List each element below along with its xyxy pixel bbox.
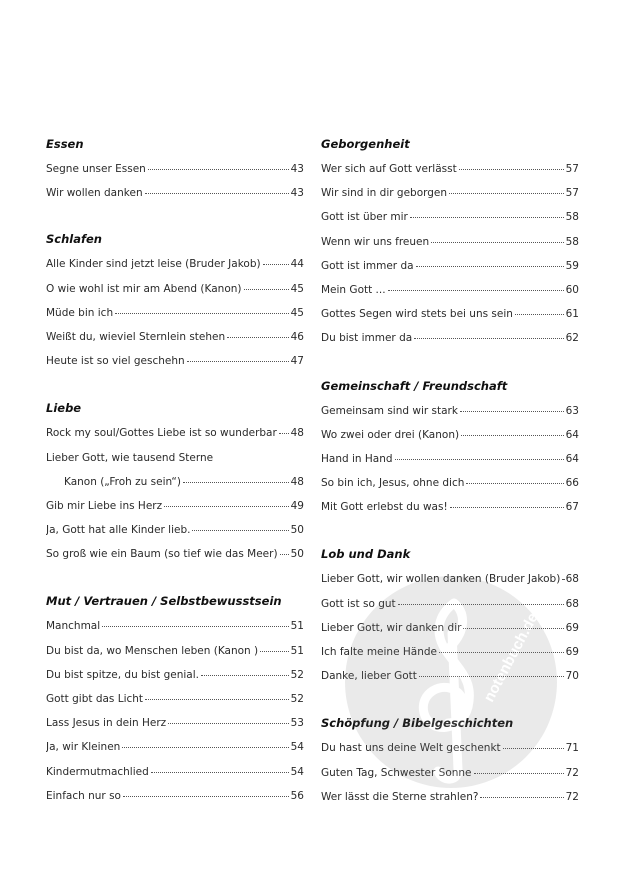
dot-leader (192, 530, 288, 531)
entry-title: Ich falte meine Hände (321, 646, 437, 658)
entry-title: Alle Kinder sind jetzt leise (Bruder Jakob) (46, 258, 261, 271)
dot-leader (279, 433, 289, 434)
entry-page: 59 (565, 259, 579, 272)
toc-entry[interactable] (46, 181, 304, 205)
toc-entry[interactable] (46, 421, 304, 445)
entry-page: 57 (565, 163, 579, 175)
toc-entry[interactable] (321, 736, 579, 760)
entry-title: Du bist immer da (321, 332, 413, 345)
section-liebe (46, 399, 304, 566)
toc-entry[interactable] (46, 349, 304, 373)
dot-leader (410, 217, 564, 218)
dot-leader (151, 772, 289, 773)
dot-leader (466, 483, 563, 484)
dot-leader (450, 507, 564, 508)
toc-entry[interactable] (321, 471, 579, 495)
toc-entry[interactable] (321, 640, 579, 664)
entry-page: 51 (290, 644, 304, 657)
section-heading: Liebe (46, 401, 82, 416)
entry-page: 72 (565, 766, 579, 779)
toc-entry[interactable] (46, 325, 304, 349)
toc-entry[interactable] (321, 592, 579, 616)
left-column (46, 135, 304, 808)
entry-page: 68 (565, 597, 579, 610)
entry-page: 61 (565, 308, 579, 321)
entry-page: 66 (565, 477, 579, 490)
entry-title: Wir wollen danken (46, 187, 143, 200)
toc-entry[interactable] (46, 470, 304, 494)
dot-leader (460, 411, 564, 412)
entry-page: 46 (290, 330, 304, 343)
entry-title: So groß wie ein Baum (so tief wie das Meer) (46, 548, 278, 561)
dot-leader (227, 337, 288, 338)
toc-entry[interactable] (321, 399, 579, 423)
toc-entry[interactable] (321, 567, 579, 591)
dot-leader (503, 748, 564, 749)
entry-page: 51 (290, 620, 304, 633)
entry-title: Mit Gott erlebst du was! (321, 501, 448, 514)
entry-title: Heute ist so viel geschehn (46, 355, 185, 368)
entry-page: 45 (290, 306, 304, 319)
dot-leader (123, 796, 289, 797)
dot-leader (562, 579, 563, 580)
entry-page: 62 (565, 332, 579, 345)
toc-entry[interactable] (46, 542, 304, 566)
section-mut-vertrauen (46, 592, 304, 808)
toc-entry[interactable] (46, 301, 304, 325)
entry-title: Gott ist über mir (321, 211, 408, 224)
entry-page: 64 (565, 428, 579, 441)
dot-leader (395, 459, 564, 460)
dot-leader (148, 169, 289, 170)
entry-title: Rock my soul/Gottes Liebe ist so wunderbar (46, 427, 277, 440)
entry-page: 71 (565, 742, 579, 755)
entry-title: Lass Jesus in dein Herz (46, 717, 167, 730)
entry-page: 60 (565, 283, 579, 296)
toc-entry[interactable] (46, 614, 304, 638)
dot-leader (115, 313, 289, 314)
dot-leader (398, 604, 564, 605)
entry-page: 50 (290, 524, 304, 537)
dot-leader (431, 242, 563, 243)
toc-entry[interactable] (321, 326, 579, 350)
entry-page: 43 (290, 163, 304, 175)
entry-title: Danke, lieber Gott (321, 670, 417, 683)
toc-entry[interactable] (46, 735, 304, 759)
entry-page: 72 (565, 790, 579, 803)
entry-title: Kanon („Froh zu sein“) (64, 475, 181, 488)
section-schoepfung (321, 714, 579, 809)
toc-entry[interactable] (321, 230, 579, 254)
entry-page: 44 (290, 258, 304, 271)
dot-leader (416, 266, 564, 267)
toc-entry[interactable] (46, 711, 304, 735)
entry-page: 45 (290, 282, 304, 295)
section-essen (46, 135, 304, 205)
entry-page: 56 (290, 789, 304, 802)
section-heading: Schlafen (46, 232, 102, 247)
entry-page: 58 (565, 211, 579, 224)
entry-title: Manchmal (46, 620, 101, 633)
entry-title: So bin ich, Jesus, ohne dich (321, 477, 465, 490)
entry-title: Müde bin ich (46, 306, 114, 319)
entry-page: 67 (565, 501, 579, 514)
entry-page: 68 (565, 573, 579, 586)
toc-entry[interactable] (321, 785, 579, 809)
entry-title: Segne unser Essen (46, 163, 146, 175)
dot-leader (201, 675, 289, 676)
entry-title: Guten Tag, Schwester Sonne (321, 766, 472, 779)
toc-entry[interactable] (321, 254, 579, 278)
entry-title: Wenn wir uns freuen (321, 235, 430, 248)
section-heading: Geborgenheit (321, 137, 410, 151)
dot-leader (459, 169, 564, 170)
dot-leader (419, 676, 564, 677)
dot-leader (183, 482, 289, 483)
watermark-text: notenbuch.de (480, 610, 542, 705)
entry-title: Lieber Gott, wir wollen danken (Bruder Jakob) (321, 573, 561, 586)
entry-title: Wer lässt die Sterne strahlen? (321, 790, 479, 803)
toc-entry[interactable] (321, 181, 579, 205)
toc-entry[interactable] (321, 761, 579, 785)
entry-title: Hand in Hand (321, 452, 393, 465)
dot-leader (187, 361, 289, 362)
toc-entry[interactable] (321, 447, 579, 471)
entry-title: Lieber Gott, wie tausend Sterne (46, 451, 214, 464)
entry-page: 58 (565, 235, 579, 248)
toc-entry[interactable] (321, 157, 579, 181)
dot-leader (439, 652, 564, 653)
dot-leader (145, 699, 289, 700)
entry-page: 43 (290, 187, 304, 200)
toc-entry[interactable] (46, 277, 304, 301)
entry-page: 54 (290, 741, 304, 754)
toc-entry[interactable] (46, 157, 304, 181)
entry-title: Wo zwei oder drei (Kanon) (321, 428, 460, 441)
toc-entry[interactable] (46, 446, 304, 470)
dot-leader (122, 747, 288, 748)
entry-title: Du bist da, wo Menschen leben (Kanon ) (46, 644, 259, 657)
entry-page: 70 (565, 670, 579, 683)
section-heading: Gemeinschaft / Freundschaft (321, 378, 508, 393)
section-lob-und-dank (321, 545, 579, 688)
dot-leader (388, 290, 564, 291)
section-heading: Mut / Vertrauen / Selbstbewusstsein (46, 594, 282, 609)
dot-leader (515, 314, 564, 315)
dot-leader (461, 435, 564, 436)
section-gemeinschaft (321, 377, 579, 520)
dot-leader (145, 193, 289, 194)
entry-title: Gib mir Liebe ins Herz (46, 499, 163, 512)
entry-page: 53 (290, 717, 304, 730)
entry-title: Du hast uns deine Welt geschenkt (321, 742, 501, 755)
toc-entry[interactable] (46, 663, 304, 687)
entry-page: 52 (290, 693, 304, 705)
toc-entry[interactable] (321, 423, 579, 447)
toc-entry[interactable] (46, 760, 304, 784)
section-schlafen (46, 230, 304, 373)
entry-title: Mein Gott ... (321, 283, 386, 296)
entry-title: Gott ist immer da (321, 259, 414, 272)
toc-entry[interactable] (321, 495, 579, 519)
entry-page: 47 (290, 355, 304, 368)
dot-leader (474, 773, 564, 774)
entry-title: Lieber Gott, wir danken dir (321, 621, 462, 634)
entry-title: Weißt du, wieviel Sternlein stehen (46, 330, 226, 343)
entry-title: Wir sind in dir geborgen (321, 187, 448, 200)
entry-title: Wer sich auf Gott verlässt (321, 163, 457, 175)
toc-entry[interactable] (46, 687, 304, 711)
dot-leader (280, 554, 289, 555)
toc-entry[interactable] (321, 205, 579, 229)
entry-title: Gott ist so gut (321, 597, 396, 610)
entry-page: 64 (565, 452, 579, 465)
entry-title: Kindermutmachlied (46, 765, 149, 778)
entry-page: 63 (565, 404, 579, 417)
right-column (321, 135, 579, 809)
entry-title: Du bist spitze, du bist genial. (46, 668, 199, 681)
entry-page: 49 (290, 499, 304, 512)
entry-title: O wie wohl ist mir am Abend (Kanon) (46, 282, 242, 295)
entry-page: 50 (290, 548, 304, 561)
dot-leader (168, 723, 288, 724)
toc-entry[interactable] (46, 494, 304, 518)
entry-title: Gottes Segen wird stets bei uns sein (321, 308, 513, 321)
section-geborgenheit (321, 135, 579, 351)
entry-page: 48 (290, 475, 304, 488)
dot-leader (449, 193, 564, 194)
section-heading: Schöpfung / Bibelgeschichten (321, 716, 514, 731)
toc-entry[interactable] (46, 784, 304, 808)
entry-page: 57 (565, 187, 579, 200)
dot-leader (164, 506, 289, 507)
entry-page: 52 (290, 668, 304, 681)
dot-leader (463, 628, 563, 629)
entry-title: Ja, wir Kleinen (46, 741, 121, 754)
toc-entry[interactable] (321, 278, 579, 302)
toc-entry[interactable] (46, 518, 304, 542)
toc-entry[interactable] (321, 616, 579, 640)
entry-title: Einfach nur so (46, 789, 121, 802)
dot-leader (102, 626, 288, 627)
dot-leader (244, 289, 289, 290)
section-heading: Essen (46, 137, 84, 151)
toc-entry[interactable] (321, 664, 579, 688)
entry-page: 48 (290, 427, 304, 440)
entry-title: Gemeinsam sind wir stark (321, 404, 458, 417)
toc-entry[interactable] (46, 252, 304, 276)
entry-title: Ja, Gott hat alle Kinder lieb. (46, 524, 191, 537)
entry-title: Gott gibt das Licht (46, 693, 144, 705)
dot-leader (263, 264, 289, 265)
dot-leader (414, 338, 563, 339)
entry-page: 69 (565, 621, 579, 634)
dot-leader (480, 797, 563, 798)
entry-page: 54 (290, 765, 304, 778)
toc-entry[interactable] (46, 639, 304, 663)
section-heading: Lob und Dank (321, 547, 411, 562)
entry-page: 69 (565, 646, 579, 658)
toc-entry[interactable] (321, 302, 579, 326)
dot-leader (260, 651, 288, 652)
